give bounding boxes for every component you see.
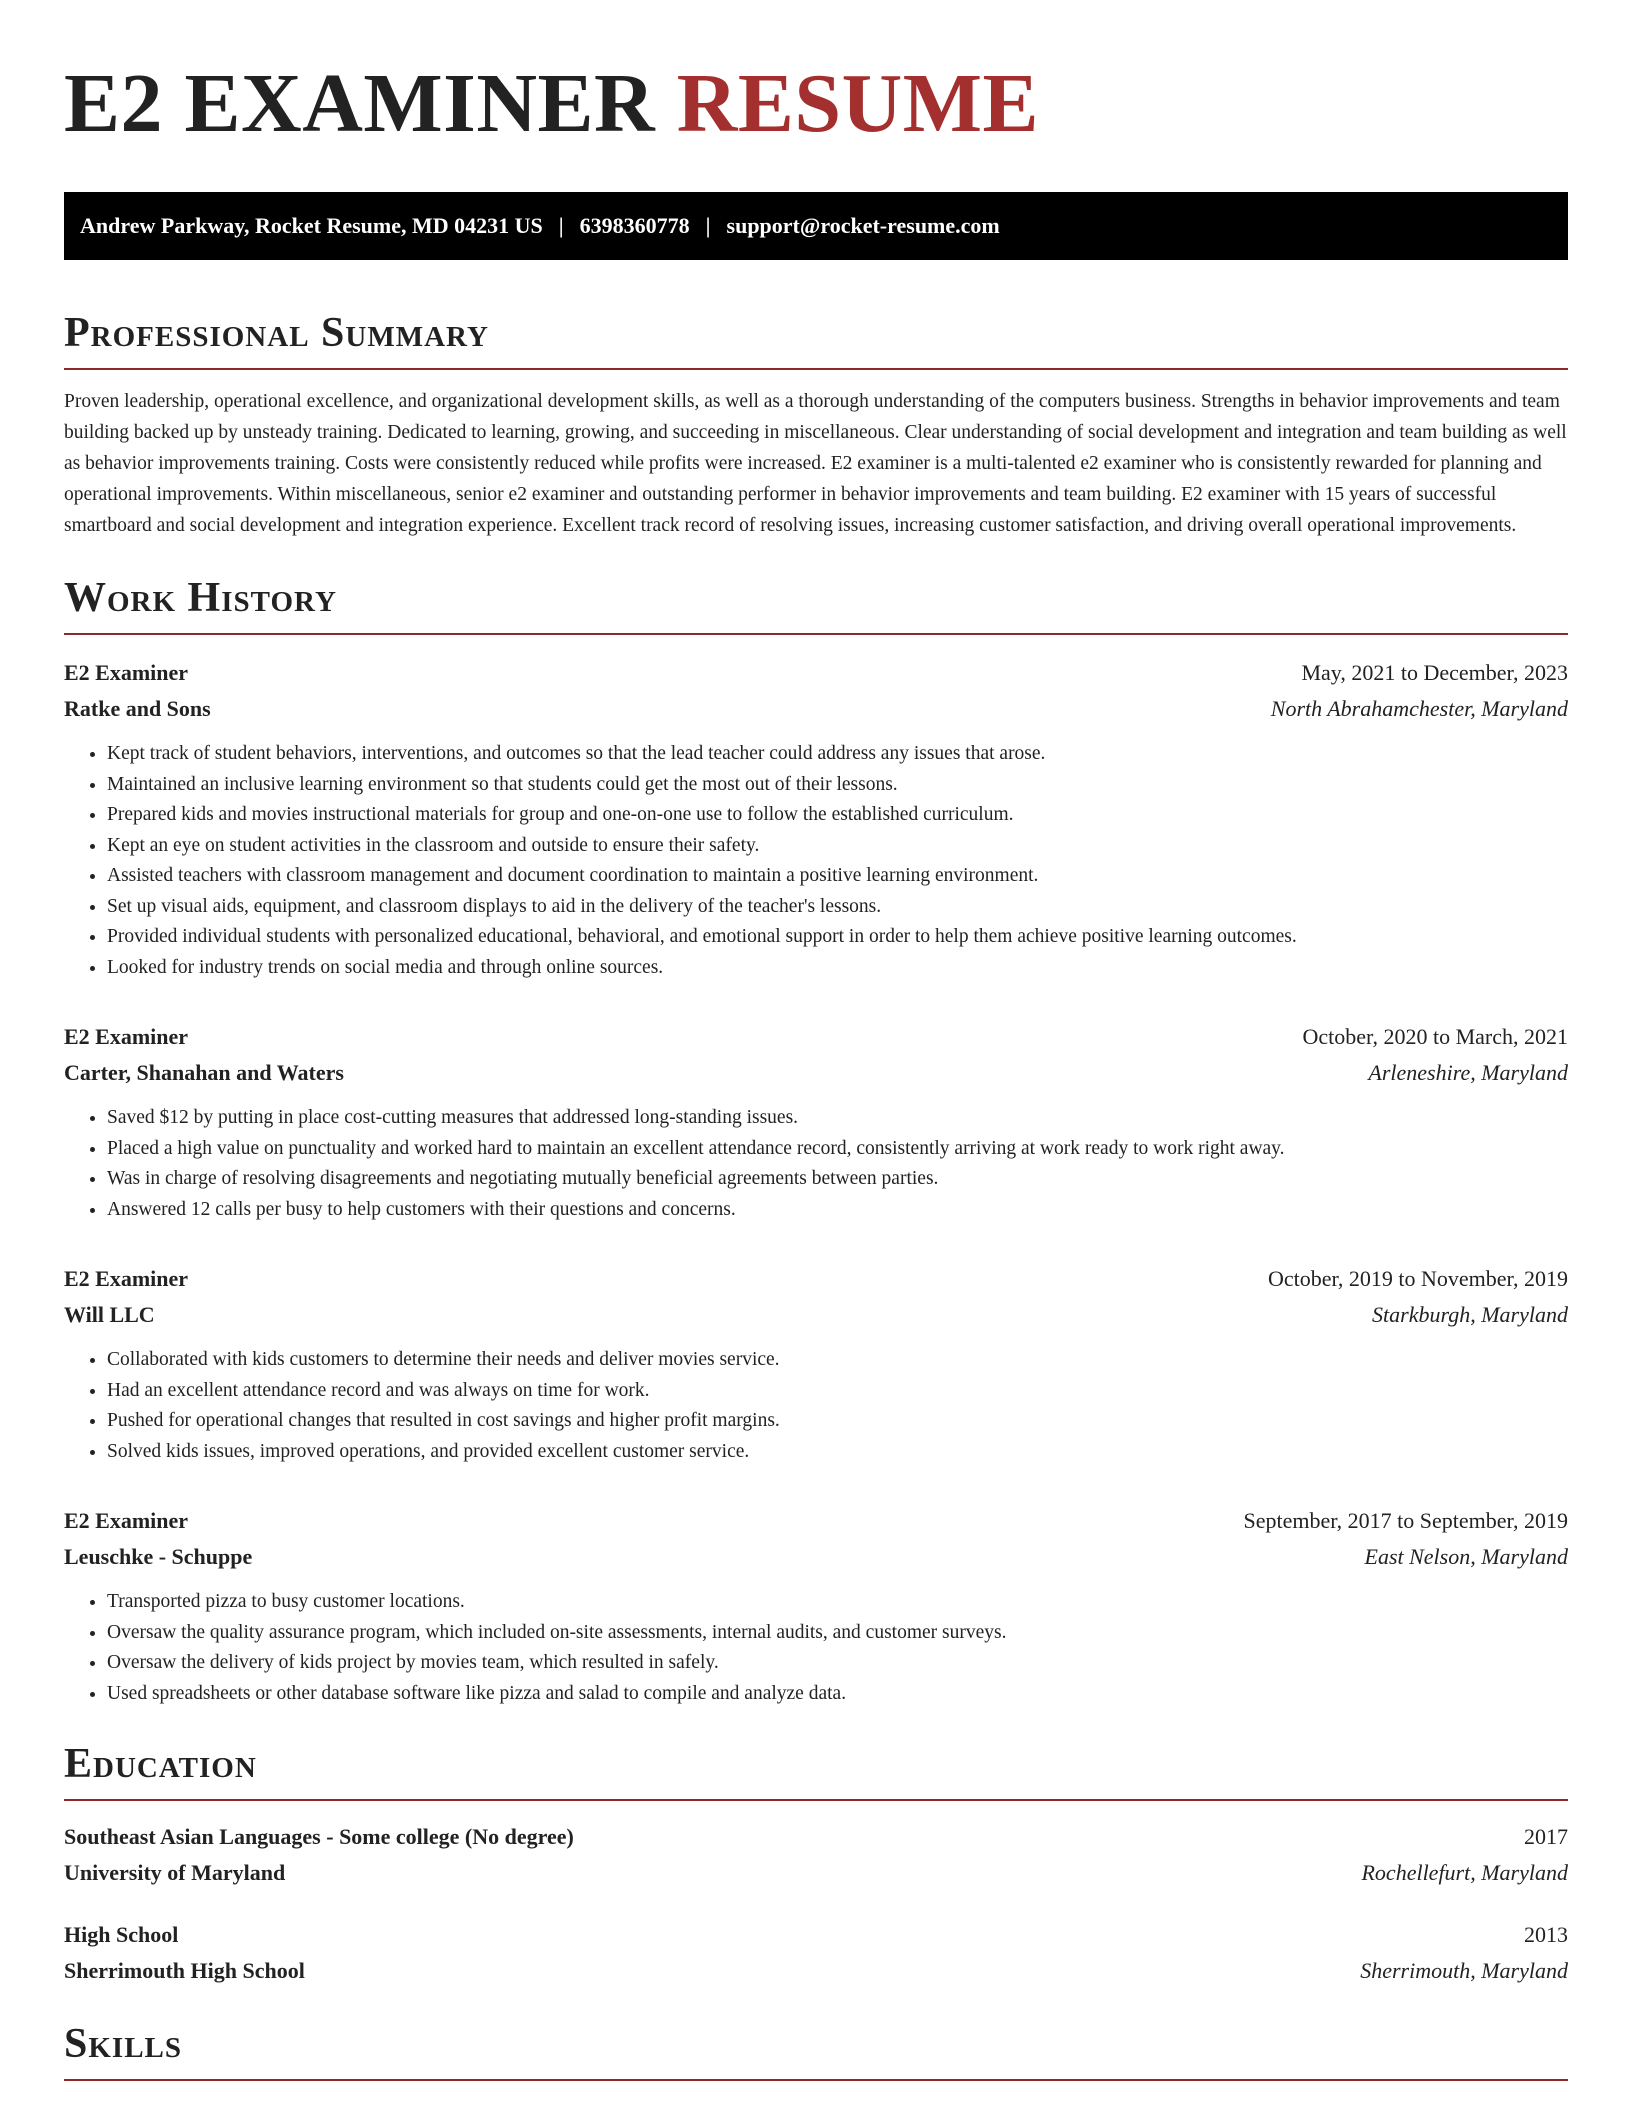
summary-text: Proven leadership, operational excellence, and organizational development skills, as well as a thorough understanding of the computers business. Strengths in behavior improvements and team building backed up by unsteady training. Dedicated to learning, growing, and succeeding in miscellaneous. Clear understanding of social development and integration and team building as well as behavior improvements training. Costs were consistently reduced while profits were increased. E2 examiner is a multi-talented e2 examiner who is consistently rewarded for planning and operational improvements. Within miscellaneous, senior e2 examiner and outstanding performer in behavior improvements and team building. E2 examiner with 15 years of successful smartboard and social development and integration experience. Excellent track record of resolving issues, increasing customer satisfaction, and driving overall operational improvements.	[64, 391, 1567, 536]
job-bullet: • Collaborated with kids customers to determine their needs and deliver movies service.	[107, 1345, 1568, 1376]
work-history-section	[64, 577, 1568, 1709]
job-title: E2 Examiner	[64, 660, 189, 685]
education-school: Sherrimouth High School	[64, 1958, 305, 1983]
job-bullet: • Maintained an inclusive learning environment so that students could get the most out of their lessons.	[107, 770, 1568, 801]
education-year: 2013	[1524, 1922, 1568, 1947]
job-bullet: • Solved kids issues, improved operations, and provided excellent customer service.	[107, 1437, 1568, 1468]
job-location: North Abrahamchester, Maryland	[1270, 696, 1568, 721]
title-accent: RESUME	[676, 57, 1040, 150]
job-company: Ratke and Sons	[64, 696, 211, 721]
section-heading-work-history: Work History	[64, 577, 1568, 635]
job-bullet: • Was in charge of resolving disagreements and negotiating mutually beneficial agreements between parties.	[107, 1164, 1568, 1195]
education-degree: High School	[64, 1922, 179, 1947]
job-dates: October, 2019 to November, 2019	[1267, 1266, 1568, 1291]
contact-phone[interactable]: 6398360778	[579, 213, 690, 238]
job-bullet: • Provided individual students with personalized educational, behavioral, and emotional support in order to help them achieve positive learning outcomes.	[107, 922, 1568, 953]
job-bullet: • Had an excellent attendance record and was always on time for work.	[107, 1376, 1568, 1407]
job-location: Arleneshire, Maryland	[1368, 1060, 1568, 1085]
title-main: E2 EXAMINER	[64, 57, 656, 150]
job-bullet: • Used spreadsheets or other database software like pizza and salad to compile and analyze data.	[107, 1679, 1568, 1710]
education-entry	[64, 1917, 1568, 1989]
job-bullets	[64, 1345, 1568, 1467]
professional-summary-section	[64, 312, 1568, 541]
job-company: Leuschke - Schuppe	[64, 1544, 253, 1569]
job-location: Starkburgh, Maryland	[1372, 1302, 1568, 1327]
education-location: Rochellefurt, Maryland	[1361, 1860, 1568, 1885]
job-title: E2 Examiner	[64, 1024, 189, 1049]
education-degree: Southeast Asian Languages - Some college (No degree)	[64, 1824, 574, 1849]
job-bullets	[64, 739, 1568, 983]
job-dates: May, 2021 to December, 2023	[1301, 660, 1568, 685]
section-heading-skills: Skills	[64, 2023, 1568, 2081]
job-bullet: • Assisted teachers with classroom management and document coordination to maintain a positive learning environment.	[107, 861, 1568, 892]
education-location: Sherrimouth, Maryland	[1360, 1958, 1568, 1983]
contact-email[interactable]: support@rocket-resume.com	[726, 213, 1000, 238]
job-company: Carter, Shanahan and Waters	[64, 1060, 344, 1085]
education-year: 2017	[1524, 1824, 1568, 1849]
skills-section	[64, 2023, 1568, 2081]
contact-separator: |	[558, 213, 564, 238]
job-entry	[64, 1019, 1568, 1225]
section-heading-education: Education	[64, 1743, 1568, 1801]
education-entry	[64, 1819, 1568, 1891]
job-bullet: • Kept track of student behaviors, interventions, and outcomes so that the lead teacher could address any issues that arose.	[107, 739, 1568, 770]
job-dates: September, 2017 to September, 2019	[1243, 1508, 1568, 1533]
job-bullet: • Kept an eye on student activities in the classroom and outside to ensure their safety.	[107, 831, 1568, 862]
education-school: University of Maryland	[64, 1860, 286, 1885]
job-bullet: • Pushed for operational changes that resulted in cost savings and higher profit margins.	[107, 1406, 1568, 1437]
job-company: Will LLC	[64, 1302, 155, 1327]
education-section	[64, 1743, 1568, 1989]
job-bullet: • Prepared kids and movies instructional materials for group and one-on-one use to follow the established curriculum.	[107, 800, 1568, 831]
job-bullet: • Answered 12 calls per busy to help customers with their questions and concerns.	[107, 1195, 1568, 1226]
job-bullet: • Placed a high value on punctuality and worked hard to maintain an excellent attendance record, consistently arriving at work ready to work right away.	[107, 1134, 1568, 1165]
job-bullet: • Looked for industry trends on social media and through online sources.	[107, 953, 1568, 984]
job-bullet: • Set up visual aids, equipment, and classroom displays to aid in the delivery of the teacher's lessons.	[107, 892, 1568, 923]
contact-bar	[64, 192, 1568, 260]
job-bullet: • Transported pizza to busy customer locations.	[107, 1587, 1568, 1618]
job-title: E2 Examiner	[64, 1508, 189, 1533]
job-entry	[64, 1261, 1568, 1467]
job-dates: October, 2020 to March, 2021	[1302, 1024, 1568, 1049]
contact-separator: |	[705, 213, 711, 238]
contact-address: Andrew Parkway, Rocket Resume, MD 04231 US	[80, 213, 543, 238]
job-bullet: • Saved $12 by putting in place cost-cutting measures that addressed long-standing issues.	[107, 1103, 1568, 1134]
job-entry	[64, 655, 1568, 983]
job-bullets	[64, 1103, 1568, 1225]
job-location: East Nelson, Maryland	[1364, 1544, 1568, 1569]
job-title: E2 Examiner	[64, 1266, 189, 1291]
section-heading-summary: Professional Summary	[64, 312, 1568, 370]
job-bullet: • Oversaw the delivery of kids project by movies team, which resulted in safely.	[107, 1648, 1568, 1679]
job-bullets	[64, 1587, 1568, 1709]
job-bullet: • Oversaw the quality assurance program, which included on-site assessments, internal audits, and customer surveys.	[107, 1618, 1568, 1649]
job-entry	[64, 1503, 1568, 1709]
resume-title	[64, 57, 1568, 158]
